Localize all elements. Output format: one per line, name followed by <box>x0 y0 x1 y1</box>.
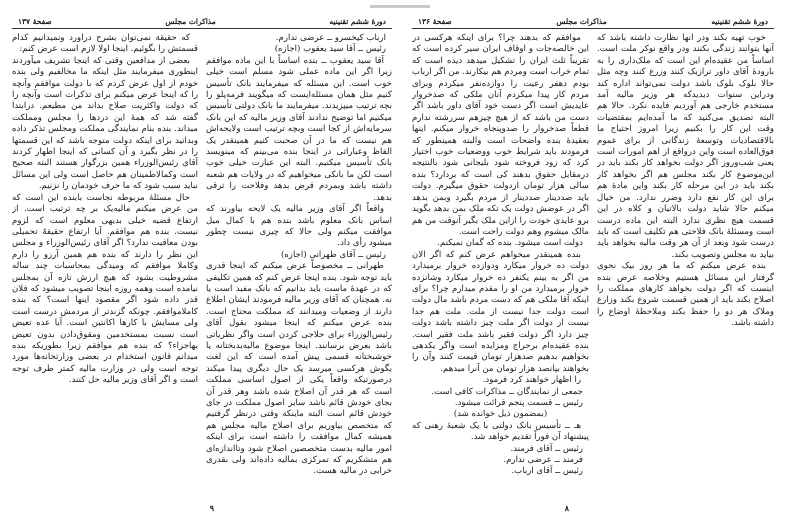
speaker-line: ارباب کیخسرو ــ عرضی ندارم. <box>275 33 386 43</box>
centered-note: (بمضمون ذیل خوانده شد) <box>453 409 548 420</box>
right-page <box>412 14 774 519</box>
footer-page-number: ۸ <box>564 503 569 513</box>
session-label: دورهٔ ششم تقنینیه <box>329 17 386 26</box>
speaker-line: فرمند ــ عرضی ندارم. <box>503 455 583 466</box>
paragraph: که حقیقة نمی‌توان بشرح درآورد ونمیدانیم کدام قسمتش را بگوئیم. اینجا اولا لازم است عرض کنم: <box>12 33 198 55</box>
page-header <box>412 14 774 29</box>
page-number-label: صفحهٔ ۱۳۶ <box>418 17 452 26</box>
paragraph: آقا سید یعقوب ــ بنده اساساً با این ماده موافقم زیرا اگر این ماده عملی شود مسلم است خیلی خوب است. این مسئله که میفرمایند بانک تأسیس کنیم مثل همان مسئله‌ایست که میگویند فرمه‌پلو را بچه ترتیب میپزیدند. میفرمایند ما بانک دولتی تأسیس میکنیم اما توضیح ندادند آقای وزیر مالیه که این بانک سرمایه‌اش از کجا است وبچه ترتیب است ولایحه‌اش هم نیست که ما در آن صحبت کنیم همینقدر یک الفاظ وعباراتی در اینجا بنده می‌بینم که مینویسد بانک تأسیس میکنیم. البته این عبارت خیلی خوب است لکن ما بانکی میخواهیم که در ولایات هم شعبه داشته باشد وبمردم قرض بدهد وفلاحت را ترقی بدهد. <box>206 55 392 203</box>
paragraph: بنده عرض میکنم که ما هر روز بیک نحوی گرفتار این مسائل هستیم وخلاصه عرض بنده اینست که اگر دولت بخواهد کارهای مملکت را اصلاح بکند باید از همین قسمت شروع بکند وزارع وملاک هر دو را حفظ بکند وملاحظهٔ اوضاع را داشته باشد. <box>597 261 774 329</box>
speaker-line: رئیس ــ قسمت پنجم قرائت میشود. <box>454 398 583 408</box>
paragraph: هـ ــ تأسیس بانک دولتی با یک شعبهٔ رهنی که پیشنهاد آن فوراً تقدیم خواهد شد. <box>412 420 589 443</box>
paragraph: خوب تهیه بکند ودر آنها نظارت داشته باشد که آنها بتوانند زندگی بکنند ودر واقع نوکر ملت است. اساساً من عقیده‌ام این است که ملک‌داری را به بارودهٔ آقای داور ترازیک کنند وزرع کنند وچه مثل حالا بلوک بلوک باشد دولت نمی‌تواند اداره کند ودراین سنوات دیدیدکه هر وزیر مالیه آمد مستخدم خارجی هم آوردیم فایده نکرد. حالا هم البته تصدیق می‌کنید که ما آمده‌ایم بمقتضیات وقت این کار را بکنیم زیرا امروز احتیاج ما بالاقتصادیات وتوسعهٔ زندگانی از برای عموم فوق‌العاده است واین درواقع از اهم امورات است یعنی شب‌وروز اگر دولت بخواهد کار بکند باید در این‌موضوع کار بکند مجلس هم اگر بخواهد کار بکند باید در این مرحله کار بکند واین مادهٔ هم برای این کار نفع دارد وضرر ندارد. من خیال میکنم حالا شاید دولت بالاتیان و کلاه در این قسمت هیچ نظری ندارد البته این ماده درست است ومسئلهٔ بانک فلاحتی هم تکلیف است که باید درست شود وبعد از آن هر وقت مالیه بخواهد باید بیاید به مجلس وتصویب بکند. <box>597 33 774 260</box>
text-column <box>597 33 774 495</box>
paragraph: بنده همینقدر میخواهم عرض کنم که اگر الان دولت ده خروار میکارد ودوازده خروار برمیدارد من اگر به بینم یکنفر ده خروار میکارد وشانزده خروار برمیدارد من او را مقدم میدارم چرا؟ برای اینکه آقا ملکی هم که دست مردم باشد مال دولت است دولت جدا نیست از ملت. ملت هم جدا نیست از دولت اگر ملت چیز داشته باشد دولت چیز دارد اگر دولت فقیر باشد ملت فقیر است. بنده عقیده‌ام برحراج ومزایده است واگر یکدهی بخواهیم بدهیم صدهزار تومان قیمت کنند وآن را بخواهند بپانصد هزار تومان من آنرا میدهم. <box>412 249 589 374</box>
text-columns <box>12 33 392 495</box>
paragraph: را اظهار خواهند کرد فرمود. <box>482 375 581 386</box>
paragraph: موافقم که بدهند چرا؟ برای اینکه هرکسی در این خالصه‌جات و اوقاف ایران سیر کرده است که تقریباً ثلث ایران را تشکیل میدهد دیده است که تمام خراب است ومردم هم بیکارند. من اگر ارباب بودم دهفر رعیت را دوازده‌نفر میکردم وبرای مردم کار پیدا میکردم آنان ملکی که صدخروار عایدیش است اگر دست خود آقای داور باشد اگر دست من باشد که از هیچ چیزهم سررشته ندارم قطعاً صدخروار را صدوپنجاه خروار میکنم. اینها بعقیدهٔ بنده واضحات است والبته همینطور که فرمودند باید شرایط خوب ووضعیات خوب اختیار کرد که زود فروخته شود بلیجانی شود بالنتیجه درمقابل حقوق بدهند کی است که بردارد؟ بنده سالی هزار تومان ازدولت حقوق میگیرم. دولت باید صددینار صددینار از مردم بگیرد وبمن بدهد اگر در عوضش دولت یک تکه ملک بمن بدهد بگوید برو عایدی خودت را ازاین ملک بگیر آنوقت من هم مالک میشوم وهم دولت راحت است. <box>412 33 589 237</box>
paragraph: طهرانی ــ مخصوصاً عرض میکنم که اینجا قدری باید توجه شود. بنده اینجا عرض کنم که همین تکلیفی که در عهدهٔ ماست باید بدانیم که بانک مفید است یا نه. همچنان که آقای وزیر مالیه فرمودند ایشان اطلاع دارند از وضعیات ومیدانند که مملکت محتاج است. بنده عرض میکنم که اینجا میشود بقول آقای رئیس‌الوزراء برای حلاجی کردن است واگر نظریاتی باشد بعرض برسانند. اینجا موضوع مالیه‌بدبختانه یا خوشبختانه قسمی پیش آمده است که این لغت بگوش هرکسی میرسد یک حال دیگری پیدا میکند درصورتیکه واقعاً یکی از اصول اساسی مملکت است که هر قدر آن اصلاح شده باشد وهر قدر آن بجای خودش قائم باشد سایر اصول مملکت در جای خودش قائم است البته ماینکه وقتی درنظر گرفتیم که متخصص بیاوریم برای اصلاح مالیه مجلس هم همیشه کمال موافقت را داشته است برای اینکه امور مالیه بدست متخصصین اصلاح شود وتااندازه‌ای هم متشکریم که تمرکزی بمالیه داده‌اند ولی بقدری خرابی در مالیه هست. <box>206 261 392 477</box>
running-title: مذاکرات مجلس <box>165 17 216 26</box>
speaker-line: دولت است میشود. بنده که گمان نمیکنم. <box>437 238 583 249</box>
speaker-line: رئیس ــ آقای ارباب. <box>511 466 583 477</box>
speaker-line: رئیس ــ آقا سید یعقوب (اجازه) <box>274 44 386 55</box>
paragraph: حال مسئلهٔ مربوطه نجاست بابنده این است که من عرض میکنم مالیه‌یک بر چه ترتیب است. از ارتفاع قضیه خیلی بدیهی معلوم است که لزوم نیست. بنده هم موافقم. آیا ارتفاع حقیقهً تحمیلی بودن معافیت ندارد؟ اگر آقای رئیس‌الوزراء و مجلس این نظر را دارند که بنده هم همین آرزو را دارم وکاملا موافقم که ومیدگی بمحاسبات چند ساله مشروطیت بشود که هیچ ارزش تازه آن بمجلس نیامده است وهمه روزه اینجا تصویب میشود که فلان قدر داده شود اگر مقصود اینها است؟ که بنده کاملاموافقم. چونکه گزندتر از مردمش درست است ولی مسایش با کارها اکانتین است. آیا عده تعیض است نسبت بمستخدمین ومقوق‌دادن بدون تعیض بهاجزاء؟ که بنده هم موافقم زیرا بطوریکه بنده میدانم قانون استخدام در بعضی وزارتخانه‌ها مورد توجه است ولی در وزارت مالیه کمتر طرف توجه است و اگر آقای وزیر مالیه حل کنند. <box>12 192 198 386</box>
page-header <box>12 14 392 29</box>
text-column <box>12 33 198 495</box>
paragraph: بعضی از مدافعین وقتی که اینجا تشریف میآوردند اینطوری میفرمایند مثل اینکه ما مخالفیم ولی بنده خودم از اول عرض کردم که با دولت موافقم وآنچه را که اینجا عرض میکنم برای تذکرات است وآنچه را که دولت واکثریت صلاح بداند من مطیعم. درابتدا گفته شد که همهٔ این دردها را مجلس ومملکت میداند. بنده بنام نمایندگی مملکت ومجلس تذکر داده وبدانید برای اینکه دولت متوجه باشد که این قسمتها را در نظر بگیرد و آن کسانی که اینجا اظهار کردند آقای رئیس‌الوزراء همین بزرگوار هستند البته صحیح است وکمالاطمینان هم حاصل است ولی این مسائل نباید سبب شود که ما حرف خودمان را نزنیم. <box>12 55 198 192</box>
running-title: مذاکرات مجلس <box>556 17 607 26</box>
footer-page-number: ۹ <box>209 503 214 513</box>
text-columns <box>412 33 774 495</box>
text-column <box>206 33 392 495</box>
left-page <box>12 14 392 519</box>
speaker-line: رئیس ــ آقای فرمند. <box>510 443 583 454</box>
scanner-header-mark <box>370 5 430 8</box>
page-number-label: صفحهٔ ۱۳۷ <box>18 17 52 26</box>
speaker-line: رئیس ــ آقای طهرانی (اجازه) <box>280 249 386 260</box>
text-column <box>412 33 589 495</box>
paragraph: واقعاً اگر آقای وزیر مالیه یک لایحه بیاورند که اساس بانک معلوم باشد بنده هم با کمال میل موافقت میکنم ولی حالا که چیزی نیست چطور میشود رأی داد. <box>206 204 392 249</box>
session-label: دورهٔ ششم تقنینیه <box>711 17 768 26</box>
speaker-line: جمعی از نمایندگان ــ مذاکرات کافی است. <box>431 386 583 397</box>
